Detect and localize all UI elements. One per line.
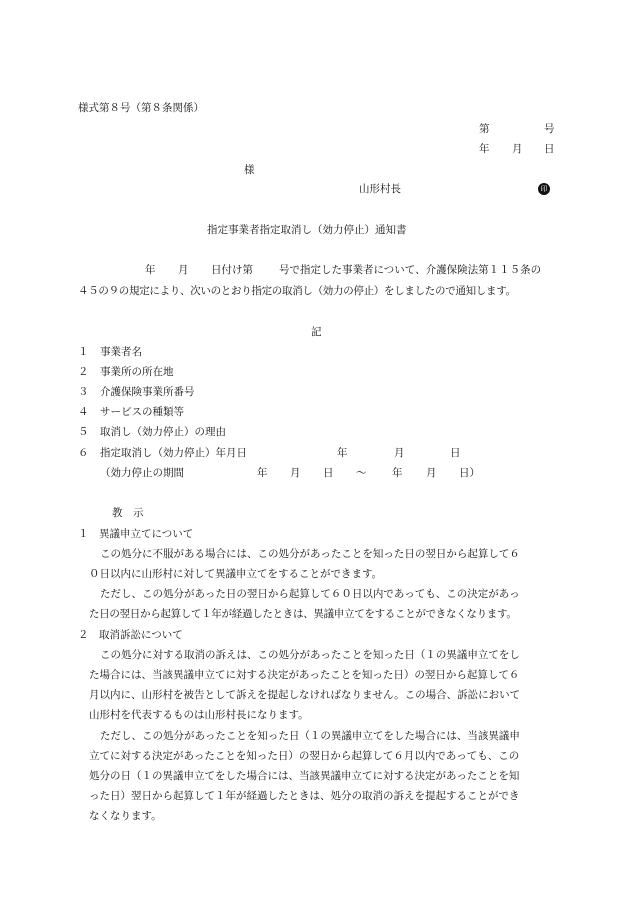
item-number: ６ [78,447,89,459]
item-revocation-reason: 取消し（効力停止）の理由 [100,426,226,438]
doc-number-prefix: 第 [479,123,490,135]
suspension-year-1: 年 [257,467,268,479]
intro-line2: ４５の９の規定により、次いのとおり指定の取消し（効力の停止）をしましたので通知します。 [78,285,516,297]
suspension-day-1: 日 [323,467,334,479]
intro-month: 月 [178,264,189,276]
intro-line1: 号で指定した事業者について、介護保険法第１１５条の [279,264,542,276]
section2-text: た場合には、当該異議申立てに対する決定があったことを知った日）の翌日から起算して６ [89,669,520,681]
suspension-label: （効力停止の期間 [100,467,184,479]
section1-title: １ 異議申立てについて [78,528,194,540]
item-number: １ [78,346,89,358]
suspension-day-2: 日） [459,467,480,479]
document-title: 指定事業者指定取消し（効力停止）通知書 [207,224,407,236]
item-revocation-date: 指定取消し（効力停止）年月日 [100,447,247,459]
section2-text: 山形村を代表するものは山形村長になります。 [89,709,309,721]
item-office-number: 介護保険事業所番号 [100,386,195,398]
section2-text: 立てに対する決定があったことを知った日）の翌日から起算して６月以内であっても、この [89,750,520,762]
suspension-tilde: ～ [356,467,367,479]
section1-text: この処分に不服がある場合には、この処分があったことを知った日の翌日から起算して６ [100,548,520,560]
date-year: 年 [479,143,490,155]
item-office-address: 事業所の所在地 [100,366,174,378]
ki-marker: 記 [311,326,322,338]
sender-name: 山形村長 [359,183,401,195]
intro-year: 年 [145,264,156,276]
recipient-suffix: 様 [244,164,255,176]
item6-month: 月 [394,447,405,459]
item-number: ２ [78,366,89,378]
section2-text: なくなります。 [89,810,162,822]
section2-title: ２ 取消訴訟について [78,629,183,641]
section2-text: った日）翌日から起算して１年が経過したときは、処分の取消の訴えを提起することができ [89,790,520,802]
intro-date-ref: 日付け第 [211,264,253,276]
seal-icon: 印 [538,183,550,195]
date-day: 日 [544,143,555,155]
item6-year: 年 [337,447,348,459]
item6-day: 日 [450,447,461,459]
section1-text: ０日以内に山形村に対して異議申立てをすることができます。 [89,568,383,580]
item-business-name: 事業者名 [100,346,142,358]
section1-text: た日の翌日から起算して１年が経過したときは、異議申立てをすることができなくなります。 [89,608,517,620]
section2-text: 月以内に、山形村を被告として訴えを提起しなければなりません。この場合、訴訟において [89,689,521,701]
suspension-year-2: 年 [392,467,403,479]
suspension-month-2: 月 [426,467,437,479]
item-number: ５ [78,426,89,438]
form-number: 様式第８号（第８条関係） [78,102,204,114]
suspension-month-1: 月 [290,467,301,479]
item-service-type: サービスの種類等 [100,406,184,418]
date-month: 月 [512,143,523,155]
section2-text: この処分に対する取消の訴えは、この処分があったことを知った日（１の異議申立てをし [100,649,520,661]
doc-number-suffix: 号 [544,123,555,135]
section2-text: ただし、この処分があったことを知った日（１の異議申立てをした場合には、当該異議申 [100,730,520,742]
item-number: ４ [78,406,89,418]
item-number: ３ [78,386,89,398]
section1-text: ただし、この処分があった日の翌日から起算して６０日以内であっても、この決定があっ [100,588,520,600]
instruction-heading: 教 示 [112,507,144,519]
section2-text: 処分の日（１の異議申立てをした場合には、当該異議申立てに対する決定があったことを知 [89,770,520,782]
